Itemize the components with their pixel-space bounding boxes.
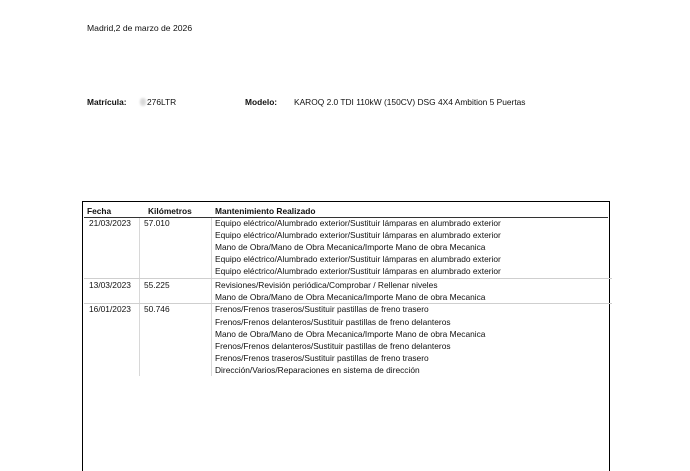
record-km: 57.010 xyxy=(144,218,170,228)
task-line: Mano de Obra/Mano de Obra Mecanica/Importe Mano de obra Mecanica xyxy=(215,242,486,252)
task-line: Frenos/Frenos traseros/Sustituir pastillas de freno trasero xyxy=(215,353,429,363)
task-line: Equipo eléctrico/Alumbrado exterior/Sustituir lámparas en alumbrado exterior xyxy=(215,254,501,264)
col-header-date: Fecha xyxy=(87,206,112,216)
col-header-maintenance: Mantenimiento Realizado xyxy=(215,206,316,216)
task-line: Equipo eléctrico/Alumbrado exterior/Sustituir lámparas en alumbrado exterior xyxy=(215,266,501,276)
plate-value: 276LTR xyxy=(147,97,177,107)
task-line: Mano de Obra/Mano de Obra Mecanica/Importe Mano de obra Mecanica xyxy=(215,292,486,302)
model-value: KAROQ 2.0 TDI 110kW (150CV) DSG 4X4 Ambition 5 Puertas xyxy=(294,97,526,107)
column-divider xyxy=(211,218,212,376)
task-line: Dirección/Varios/Reparaciones en sistema de dirección xyxy=(215,365,420,375)
task-line: Frenos/Frenos delanteros/Sustituir pastillas de freno delanteros xyxy=(215,341,451,351)
record-date: 16/01/2023 xyxy=(89,304,131,314)
task-line: Equipo eléctrico/Alumbrado exterior/Sustituir lámparas en alumbrado exterior xyxy=(215,230,501,240)
task-line: Frenos/Frenos delanteros/Sustituir pastillas de freno delanteros xyxy=(215,317,451,327)
task-line: Equipo eléctrico/Alumbrado exterior/Sustituir lámparas en alumbrado exterior xyxy=(215,218,501,228)
plate-value-wrap xyxy=(140,97,176,107)
redacted-plate-prefix xyxy=(140,98,146,106)
record-date: 21/03/2023 xyxy=(89,218,131,228)
document-date: Madrid,2 de marzo de 2026 xyxy=(87,23,193,33)
task-line: Mano de Obra/Mano de Obra Mecanica/Importe Mano de obra Mecanica xyxy=(215,329,486,339)
task-line: Revisiones/Revisión periódica/Comprobar / Rellenar niveles xyxy=(215,280,438,290)
task-line: Frenos/Frenos traseros/Sustituir pastillas de freno trasero xyxy=(215,304,429,314)
record-km: 55.225 xyxy=(144,280,170,290)
record-km: 50.746 xyxy=(144,304,170,314)
plate-label: Matrícula: xyxy=(87,97,127,107)
col-header-km: Kilómetros xyxy=(148,206,192,216)
record-date: 13/03/2023 xyxy=(89,280,131,290)
model-label: Modelo: xyxy=(245,97,278,107)
column-divider xyxy=(139,218,140,376)
